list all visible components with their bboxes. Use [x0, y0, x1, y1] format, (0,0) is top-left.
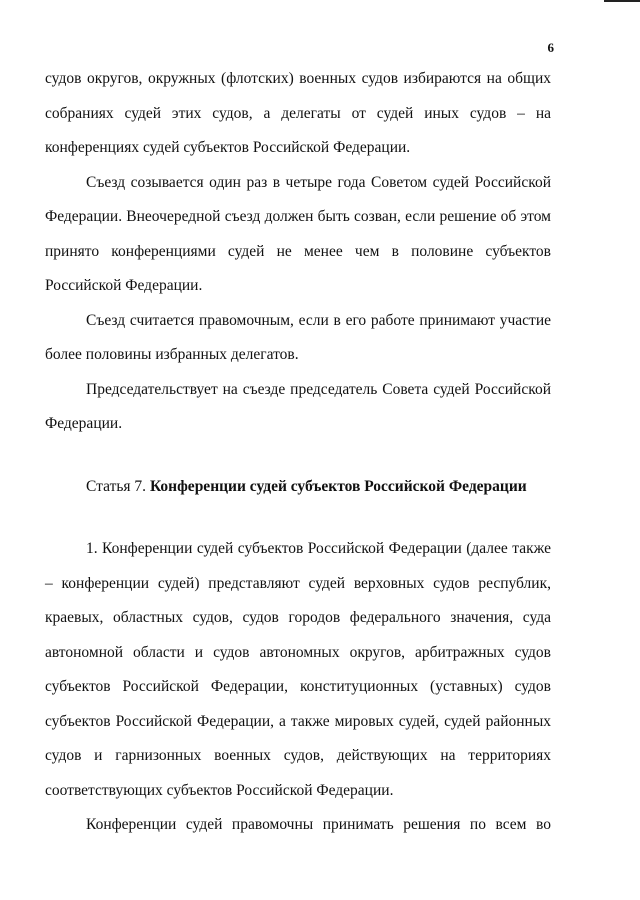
paragraph-congress-chair: Председательствует на съезде председатель Совета судей Российской Федерации. [45, 380, 551, 432]
paragraph-conference-powers: Конференции судей правомочны принимать решения по всем во [86, 816, 551, 833]
paragraph-congress-convening: Съезд созывается один раз в четыре года Советом судей Российской Федерации. Внеочередной съезд должен быть созван, если решение об этом принято конференциями судей не менее чем в половине субъектов Российской Федерации. [45, 173, 551, 294]
page-number: 6 [547, 40, 554, 55]
paragraph-congress-quorum: Съезд считается правомочным, если в его работе принимают участие более половины избранных делегатов. [45, 311, 551, 363]
article-title: Конференции судей субъектов Российской Федерации [149, 477, 527, 495]
paragraph-continuation: судов округов, окружных (флотских) военных судов избираются на общих собраниях судей этих судов, а делегаты от судей иных судов – на конференциях судей субъектов Российской Федерации. [45, 70, 551, 156]
article-label: Статья 7. [86, 477, 150, 495]
top-edge-rule [604, 0, 640, 2]
article-heading [45, 442, 551, 533]
paragraph-conference-composition: 1. Конференции судей субъектов Российской Федерации (далее также – конференции судей) представляют судей верховных судов республик, краевых, областных судов, судов городов федерального значения, суда автономной области и судов автономных округов, арбитражных судов субъектов Российской Федерации, конституционных (уставных) судов субъектов Российской Федерации, а также мировых судей, судей районных судов и гарнизонных военных судов, действующих на территориях соответствующих субъектов Российской Федерации. [45, 540, 551, 799]
body-text [45, 62, 551, 843]
